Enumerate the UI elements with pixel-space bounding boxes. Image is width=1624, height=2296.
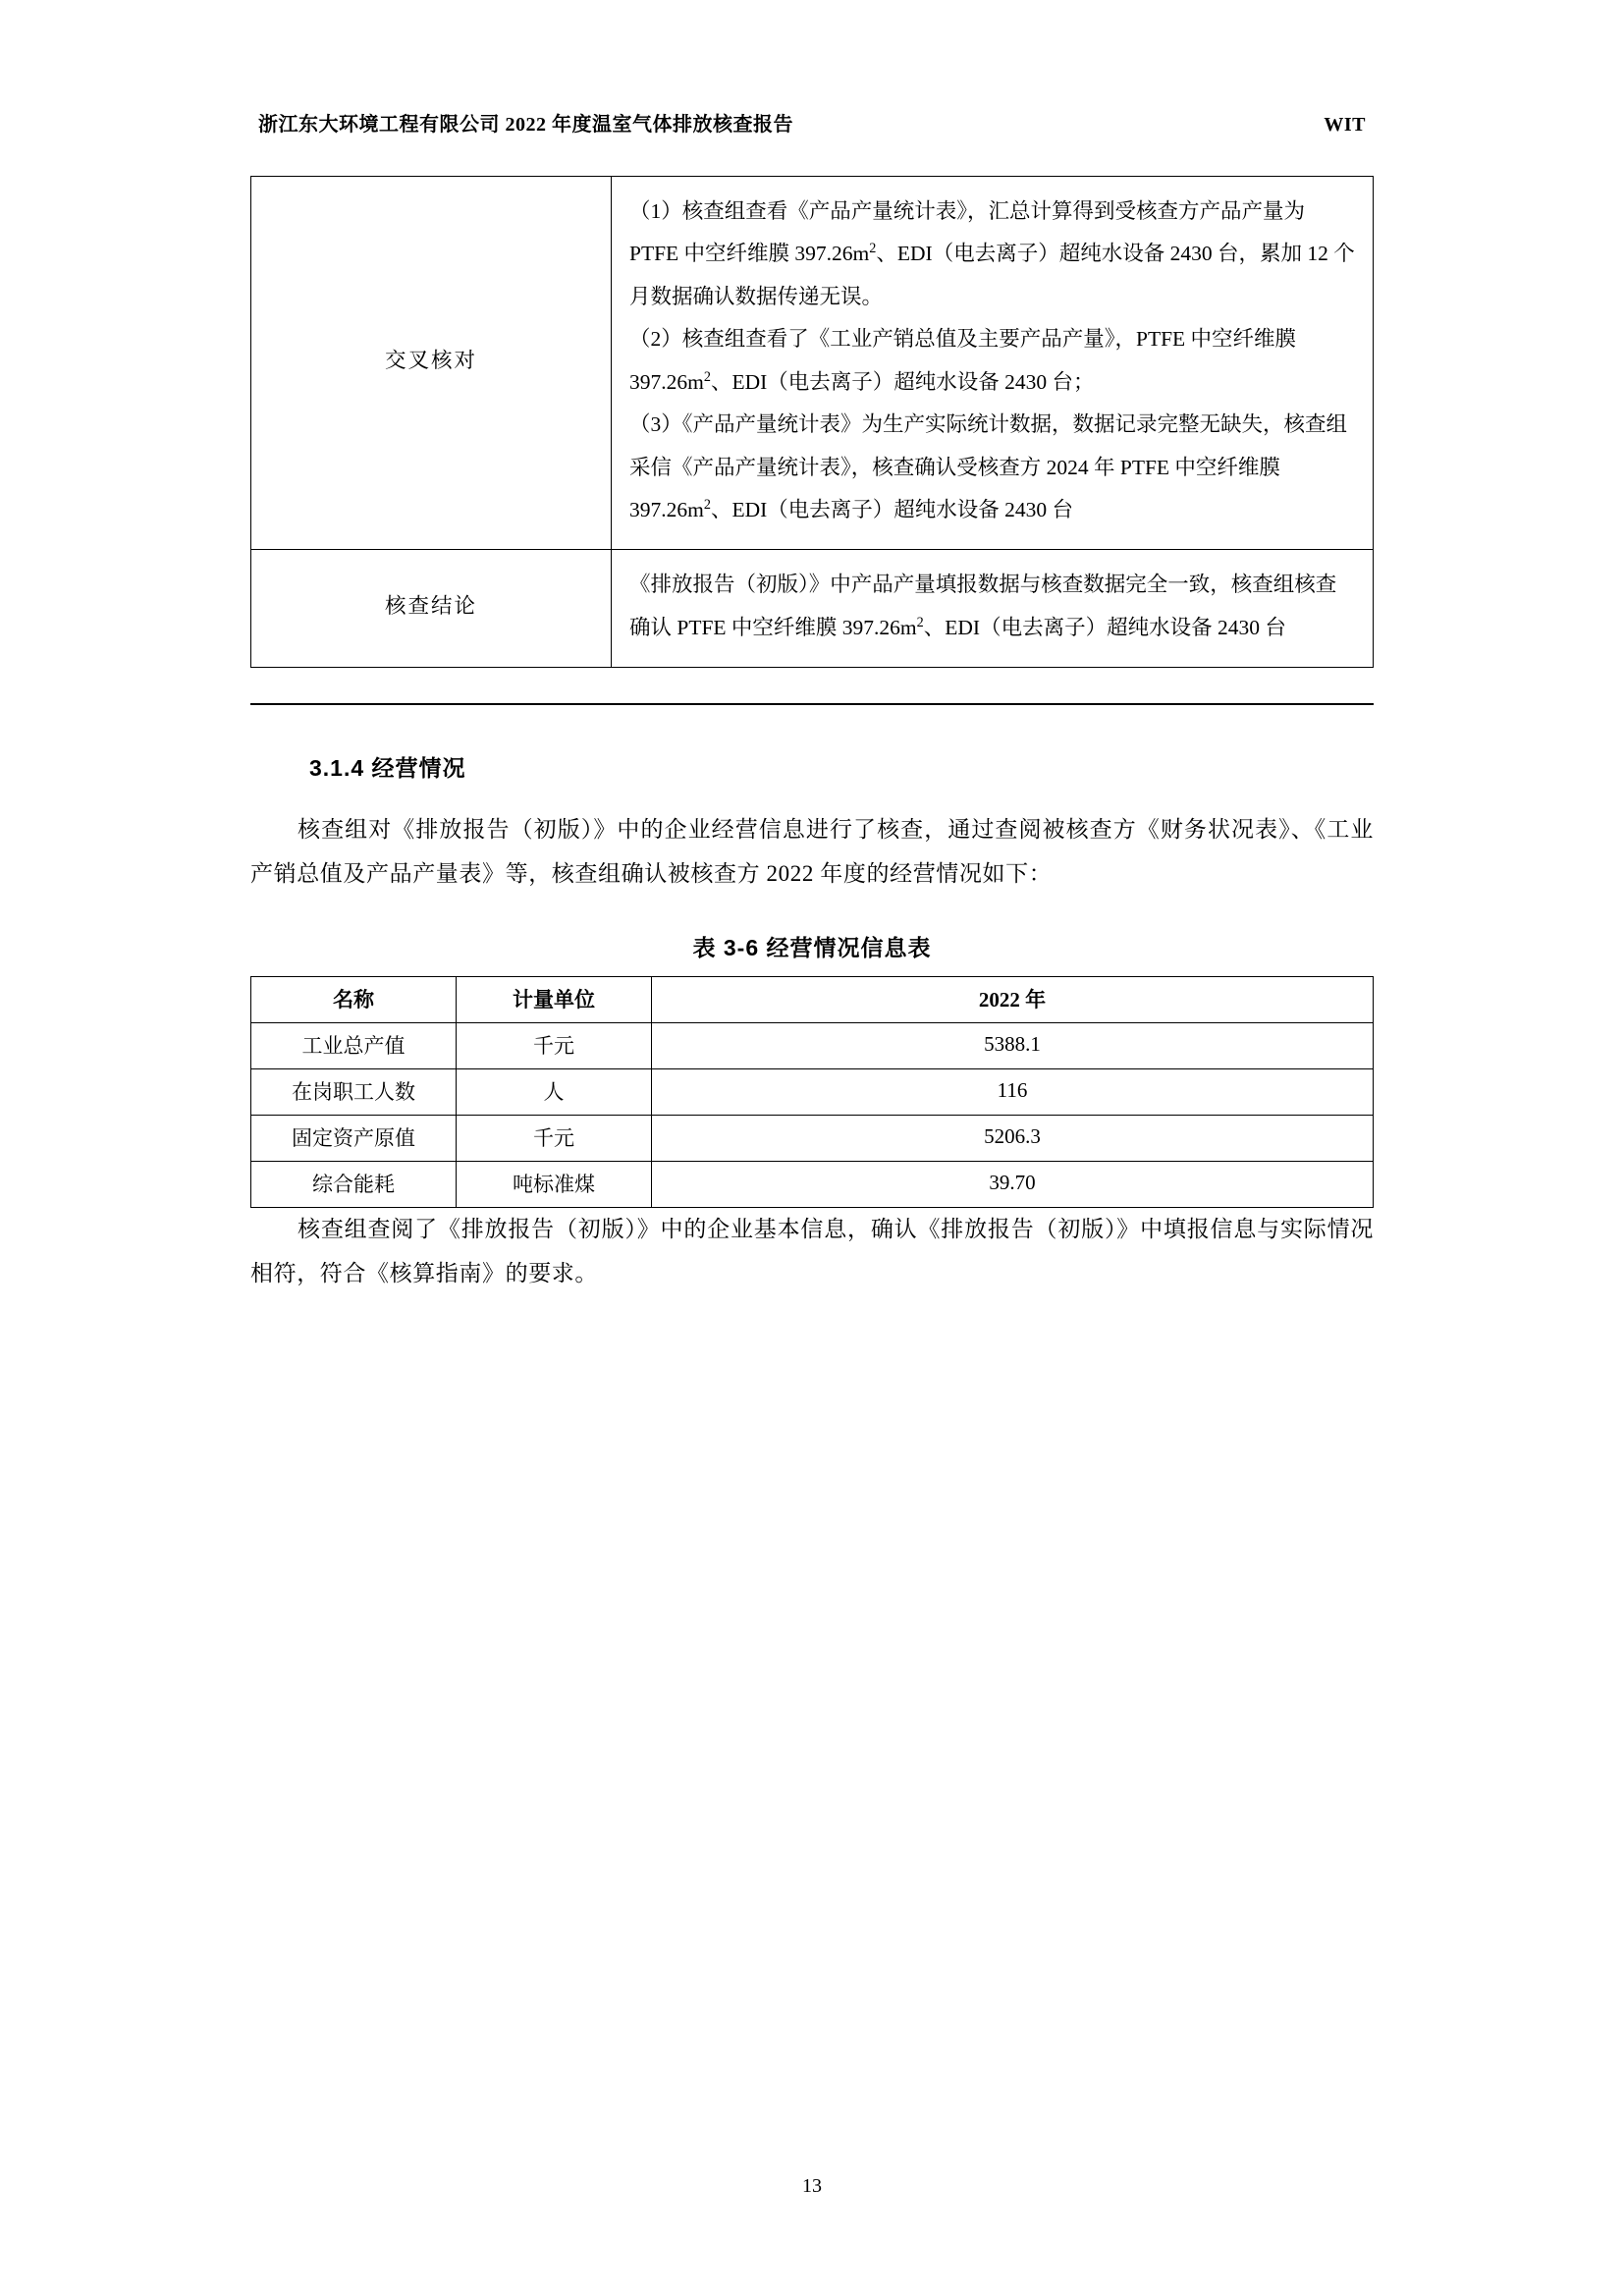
paragraph: （3）《产品产量统计表》为生产实际统计数据，数据记录完整无缺失，核查组采信《产品产量统计表》，核查确认受核查方 2024 年 PTFE 中空纤维膜 $397.26m^2$、EDI（电去离子）超纯水设备 2430 台 — [629, 412, 1348, 521]
row-content-cross-check — [612, 177, 1374, 550]
row-label-cross-check: 交叉核对 — [251, 177, 612, 550]
cell-value: 5206.3 — [652, 1115, 1374, 1161]
cell-name: 综合能耗 — [251, 1161, 457, 1207]
cell-name: 工业总产值 — [251, 1022, 457, 1068]
cell-unit: 千元 — [457, 1022, 652, 1068]
table-row — [251, 1161, 1374, 1207]
header-company-mark: WIT — [1324, 114, 1366, 136]
paragraph: （1）核查组查看《产品产量统计表》，汇总计算得到受核查方产品产量为 PTFE 中空纤维膜 $397.26m^2$、EDI（电去离子）超纯水设备 2430 台，累加 12 个月数据确认数据传递无误。 — [629, 199, 1355, 308]
paragraph: （2）核查组查看了《工业产销总值及主要产品产量》，PTFE 中空纤维膜 $397.26m^2$、EDI（电去离子）超纯水设备 2430 台； — [629, 327, 1297, 394]
paragraph: 《排放报告（初版）》中产品产量填报数据与核查数据完全一致，核查组核查确认 PTFE 中空纤维膜 $397.26m^2$、EDI（电去离子）超纯水设备 2430 台 — [629, 573, 1337, 639]
table-row — [251, 550, 1374, 668]
table-row — [251, 1115, 1374, 1161]
page-header — [250, 108, 1374, 137]
column-header-year: 2022 年 — [652, 976, 1374, 1022]
cell-name: 在岗职工人数 — [251, 1068, 457, 1115]
section-paragraph-1: 核查组对《排放报告（初版）》中的企业经营信息进行了核查，通过查阅被核查方《财务状况表》、《工业产销总值及产品产量表》等，核查组确认被核查方 2022 年度的经营情况如下： — [250, 817, 1374, 887]
table-row — [251, 177, 1374, 550]
cell-value: 39.70 — [652, 1161, 1374, 1207]
cell-value: 5388.1 — [652, 1022, 1374, 1068]
cell-name: 固定资产原值 — [251, 1115, 457, 1161]
column-header-name: 名称 — [251, 976, 457, 1022]
page-number: 13 — [802, 2175, 822, 2197]
row-content-conclusion — [612, 550, 1374, 668]
section-divider — [250, 703, 1374, 705]
cell-value: 116 — [652, 1068, 1374, 1115]
business-info-table — [250, 976, 1374, 1208]
table-header-row — [251, 976, 1374, 1022]
column-header-unit: 计量单位 — [457, 976, 652, 1022]
table-caption: 表 3-6 经营情况信息表 — [692, 934, 932, 960]
row-label-conclusion: 核查结论 — [251, 550, 612, 668]
cell-unit: 千元 — [457, 1115, 652, 1161]
cell-unit: 吨标准煤 — [457, 1161, 652, 1207]
section-heading: 3.1.4 经营情况 — [309, 755, 466, 782]
header-document-title: 浙江东大环境工程有限公司 2022 年度温室气体排放核查报告 — [258, 114, 793, 136]
verification-table — [250, 176, 1374, 668]
table-row — [251, 1022, 1374, 1068]
table-row — [251, 1068, 1374, 1115]
section-paragraph-2: 核查组查阅了《排放报告（初版）》中的企业基本信息，确认《排放报告（初版）》中填报信息与实际情况相符，符合《核算指南》的要求。 — [250, 1216, 1374, 1285]
cell-unit: 人 — [457, 1068, 652, 1115]
